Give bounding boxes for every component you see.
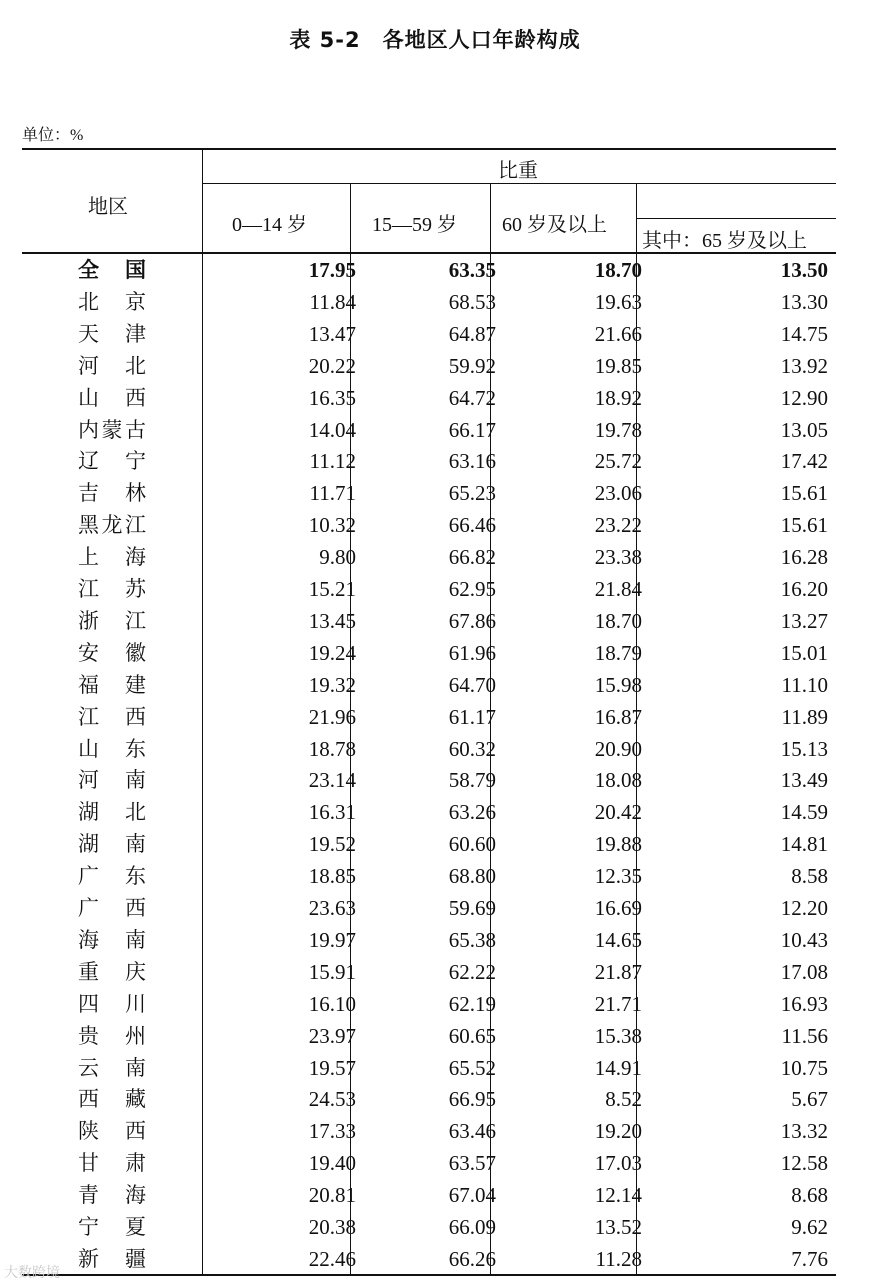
region-cell: 福建 <box>78 672 146 697</box>
table-row <box>22 733 836 765</box>
age-65-plus-cell: 15.61 <box>780 513 828 538</box>
table-row <box>22 573 836 605</box>
age-65-plus-cell: 14.81 <box>780 832 828 857</box>
age-60-plus-cell: 16.69 <box>594 896 642 920</box>
age-15-59-cell: 66.17 <box>448 417 496 442</box>
region-cell: 广西 <box>78 896 146 920</box>
table-row <box>22 445 836 477</box>
watermark: 大数跨境 <box>4 1265 60 1281</box>
age-60-plus-cell: 19.63 <box>594 289 642 314</box>
age-0-14-cell: 23.97 <box>308 1023 356 1048</box>
region-cell: 湖南 <box>78 832 146 857</box>
age-0-14-cell: 13.47 <box>308 321 356 346</box>
age-15-59-cell: 63.46 <box>448 1119 496 1144</box>
table-row <box>22 1083 836 1115</box>
table-row <box>22 1147 836 1179</box>
header-group: 比重 <box>498 160 538 182</box>
region-cell: 吉林 <box>78 481 146 506</box>
table-row <box>22 541 836 573</box>
table-row <box>22 1211 836 1243</box>
age-65-plus-cell: 14.75 <box>780 321 828 346</box>
age-0-14-cell: 15.91 <box>308 959 356 984</box>
age-60-plus-cell: 14.91 <box>594 1055 642 1080</box>
region-cell: 广东 <box>78 864 146 889</box>
age-60-plus-cell: 12.14 <box>594 1183 642 1208</box>
age-0-14-cell: 21.96 <box>308 704 356 729</box>
age-0-14-cell: 20.22 <box>308 353 356 378</box>
age-15-59-cell: 60.65 <box>448 1023 496 1048</box>
age-0-14-cell: 17.33 <box>308 1119 356 1144</box>
age-15-59-cell: 59.69 <box>448 896 496 920</box>
age-0-14-cell: 19.40 <box>308 1151 356 1176</box>
top-rule <box>22 148 836 150</box>
age-0-14-cell: 16.31 <box>308 800 356 825</box>
age-0-14-cell: 20.81 <box>308 1183 356 1208</box>
age-65-plus-cell: 13.27 <box>780 608 828 633</box>
age-15-59-cell: 62.22 <box>448 959 496 984</box>
age-0-14-cell: 19.32 <box>308 672 356 697</box>
age-0-14-cell: 19.52 <box>308 832 356 857</box>
region-cell: 陕西 <box>78 1119 146 1144</box>
age-65-plus-cell: 12.58 <box>780 1151 828 1176</box>
age-0-14-cell: 23.63 <box>308 896 356 920</box>
header-col1: 0—14 岁 <box>232 214 307 236</box>
region-cell: 新疆 <box>78 1246 146 1271</box>
table-row <box>22 892 836 924</box>
age-60-plus-cell: 19.78 <box>594 417 642 442</box>
age-15-59-cell: 67.04 <box>448 1183 496 1208</box>
age-15-59-cell: 65.38 <box>448 927 496 952</box>
age-65-plus-cell: 5.67 <box>791 1087 828 1112</box>
age-65-plus-cell: 10.43 <box>780 927 828 952</box>
age-60-plus-cell: 23.38 <box>594 545 642 570</box>
age-60-plus-cell: 18.08 <box>594 768 642 793</box>
region-cell: 山西 <box>78 385 146 410</box>
age-60-plus-cell: 19.88 <box>594 832 642 857</box>
age-65-plus-cell: 13.92 <box>780 353 828 378</box>
table-row <box>22 988 836 1020</box>
region-cell: 北京 <box>78 289 146 314</box>
age-0-14-cell: 10.32 <box>308 513 356 538</box>
age-0-14-cell: 20.38 <box>308 1215 356 1239</box>
age-60-plus-cell: 23.06 <box>594 481 642 506</box>
region-cell: 宁夏 <box>78 1215 146 1239</box>
header-region: 地区 <box>88 196 128 218</box>
age-65-plus-cell: 16.28 <box>780 545 828 570</box>
age-65-plus-cell: 15.13 <box>780 736 828 761</box>
region-cell: 山东 <box>78 736 146 761</box>
age-65-plus-cell: 16.20 <box>780 577 828 601</box>
age-15-59-cell: 66.46 <box>448 513 496 538</box>
region-cell: 河北 <box>78 353 146 378</box>
age-0-14-cell: 23.14 <box>308 768 356 793</box>
age-0-14-cell: 24.53 <box>308 1087 356 1112</box>
age-15-59-cell: 59.92 <box>448 353 496 378</box>
age-60-plus-cell: 19.85 <box>594 353 642 378</box>
table-row <box>22 956 836 988</box>
region-cell: 天津 <box>78 321 146 346</box>
age-15-59-cell: 63.35 <box>448 258 496 282</box>
table-row <box>22 414 836 446</box>
age-15-59-cell: 58.79 <box>448 768 496 793</box>
age-65-plus-cell: 8.58 <box>791 864 828 889</box>
age-15-59-cell: 64.70 <box>448 672 496 697</box>
age-15-59-cell: 60.60 <box>448 832 496 857</box>
age-60-plus-cell: 21.66 <box>594 321 642 346</box>
age-60-plus-cell: 20.42 <box>594 800 642 825</box>
table-row <box>22 318 836 350</box>
age-60-plus-cell: 13.52 <box>594 1215 642 1239</box>
age-0-14-cell: 16.35 <box>308 385 356 410</box>
age-60-plus-cell: 16.87 <box>594 704 642 729</box>
age-65-plus-cell: 17.42 <box>780 449 828 474</box>
table-row <box>22 477 836 509</box>
age-60-plus-cell: 21.84 <box>594 577 642 601</box>
age-65-plus-cell: 14.59 <box>780 800 828 825</box>
age-15-59-cell: 64.72 <box>448 385 496 410</box>
age-65-plus-cell: 12.20 <box>780 896 828 920</box>
age-65-plus-cell: 13.32 <box>780 1119 828 1144</box>
age-15-59-cell: 63.57 <box>448 1151 496 1176</box>
age-15-59-cell: 63.26 <box>448 800 496 825</box>
table-row <box>22 1179 836 1211</box>
region-cell: 辽宁 <box>78 449 146 474</box>
age-0-14-cell: 14.04 <box>308 417 356 442</box>
table-row <box>22 509 836 541</box>
age-65-plus-cell: 11.56 <box>781 1023 828 1048</box>
header-col2: 15—59 岁 <box>372 214 457 236</box>
age-60-plus-cell: 11.28 <box>595 1246 642 1271</box>
age-65-plus-cell: 15.01 <box>780 640 828 665</box>
age-structure-table <box>22 148 836 1276</box>
age-65-plus-cell: 11.89 <box>781 704 828 729</box>
age-65-plus-cell: 12.90 <box>780 385 828 410</box>
age-15-59-cell: 61.17 <box>448 704 496 729</box>
age-60-plus-cell: 20.90 <box>594 736 642 761</box>
age-15-59-cell: 65.23 <box>448 481 496 506</box>
table-row <box>22 669 836 701</box>
age-60-plus-cell: 23.22 <box>594 513 642 538</box>
table-row <box>22 701 836 733</box>
age-15-59-cell: 65.52 <box>448 1055 496 1080</box>
region-cell: 黑龙江 <box>78 513 146 538</box>
region-cell: 青海 <box>78 1183 146 1208</box>
table-row <box>22 764 836 796</box>
age-60-plus-cell: 15.38 <box>594 1023 642 1048</box>
age-15-59-cell: 62.95 <box>448 577 496 601</box>
age-65-plus-cell: 9.62 <box>791 1215 828 1239</box>
age-0-14-cell: 19.24 <box>308 640 356 665</box>
age-65-plus-cell: 7.76 <box>791 1246 828 1271</box>
region-cell: 湖北 <box>78 800 146 825</box>
age-15-59-cell: 60.32 <box>448 736 496 761</box>
age-60-plus-cell: 17.03 <box>594 1151 642 1176</box>
age-15-59-cell: 61.96 <box>448 640 496 665</box>
age-60-plus-cell: 25.72 <box>594 449 642 474</box>
age-60-plus-cell: 18.92 <box>594 385 642 410</box>
table-row <box>22 1020 836 1052</box>
age-15-59-cell: 68.53 <box>448 289 496 314</box>
region-cell: 西藏 <box>78 1087 146 1112</box>
age-60-plus-cell: 15.98 <box>594 672 642 697</box>
region-cell: 四川 <box>78 991 146 1016</box>
age-0-14-cell: 16.10 <box>308 991 356 1016</box>
age-0-14-cell: 13.45 <box>308 608 356 633</box>
age-15-59-cell: 63.16 <box>448 449 496 474</box>
age-0-14-cell: 18.85 <box>308 864 356 889</box>
age-65-plus-cell: 13.30 <box>780 289 828 314</box>
region-cell: 甘肃 <box>78 1151 146 1176</box>
age-60-plus-cell: 18.79 <box>594 640 642 665</box>
table-row <box>22 1115 836 1147</box>
table-row <box>22 605 836 637</box>
age-15-59-cell: 62.19 <box>448 991 496 1016</box>
region-cell: 江苏 <box>78 577 146 601</box>
age-65-plus-cell: 10.75 <box>780 1055 828 1080</box>
table-row <box>22 286 836 318</box>
age-60-plus-cell: 12.35 <box>594 864 642 889</box>
table-row <box>22 350 836 382</box>
region-cell: 上海 <box>78 545 146 570</box>
header-col3: 60 岁及以上 <box>502 214 607 236</box>
age-15-59-cell: 68.80 <box>448 864 496 889</box>
age-0-14-cell: 17.95 <box>308 258 356 282</box>
age-15-59-cell: 66.82 <box>448 545 496 570</box>
age-0-14-cell: 19.97 <box>308 927 356 952</box>
age-15-59-cell: 67.86 <box>448 608 496 633</box>
table-row <box>22 860 836 892</box>
table-row <box>22 1243 836 1275</box>
unit-label: 单位：% <box>22 127 84 144</box>
age-0-14-cell: 19.57 <box>308 1055 356 1080</box>
age-65-plus-cell: 11.10 <box>781 672 828 697</box>
age-65-plus-cell: 8.68 <box>791 1183 828 1208</box>
age-0-14-cell: 11.12 <box>309 449 356 474</box>
region-cell: 云南 <box>78 1055 146 1080</box>
region-cell: 江西 <box>78 704 146 729</box>
age-60-plus-cell: 14.65 <box>594 927 642 952</box>
table-row <box>22 637 836 669</box>
table-row <box>22 382 836 414</box>
region-cell: 安徽 <box>78 640 146 665</box>
region-cell: 全国 <box>78 258 146 282</box>
age-60-plus-cell: 18.70 <box>594 608 642 633</box>
age-60-plus-cell: 19.20 <box>594 1119 642 1144</box>
age-0-14-cell: 11.71 <box>309 481 356 506</box>
age-15-59-cell: 66.95 <box>448 1087 496 1112</box>
table-row <box>22 924 836 956</box>
table-row <box>22 796 836 828</box>
age-15-59-cell: 66.09 <box>448 1215 496 1239</box>
age-65-plus-cell: 13.49 <box>780 768 828 793</box>
age-60-plus-cell: 21.71 <box>594 991 642 1016</box>
age-60-plus-cell: 8.52 <box>605 1087 642 1112</box>
header-col4: 其中：65 岁及以上 <box>642 230 807 252</box>
region-cell: 重庆 <box>78 959 146 984</box>
page-title: 表 5-2 各地区人口年龄构成 <box>289 28 581 52</box>
table-row <box>22 1052 836 1084</box>
age-65-plus-cell: 17.08 <box>780 959 828 984</box>
region-cell: 浙江 <box>78 608 146 633</box>
group-rule <box>202 183 836 184</box>
age-65-plus-cell: 15.61 <box>780 481 828 506</box>
age-60-plus-cell: 21.87 <box>594 959 642 984</box>
region-cell: 河南 <box>78 768 146 793</box>
age-60-plus-cell: 18.70 <box>594 258 642 282</box>
age-15-59-cell: 66.26 <box>448 1246 496 1271</box>
age-65-plus-cell: 13.05 <box>780 417 828 442</box>
age-0-14-cell: 11.84 <box>309 289 356 314</box>
age-65-plus-cell: 16.93 <box>780 991 828 1016</box>
age-65-plus-cell: 13.50 <box>780 258 828 282</box>
region-cell: 海南 <box>78 927 146 952</box>
age-15-59-cell: 64.87 <box>448 321 496 346</box>
region-cell: 内蒙古 <box>78 417 146 442</box>
age-0-14-cell: 9.80 <box>319 545 356 570</box>
age-0-14-cell: 22.46 <box>308 1246 356 1271</box>
sub-rule <box>636 218 836 219</box>
table-row <box>22 254 836 286</box>
region-cell: 贵州 <box>78 1023 146 1048</box>
table-row <box>22 828 836 860</box>
age-0-14-cell: 18.78 <box>308 736 356 761</box>
age-0-14-cell: 15.21 <box>308 577 356 601</box>
